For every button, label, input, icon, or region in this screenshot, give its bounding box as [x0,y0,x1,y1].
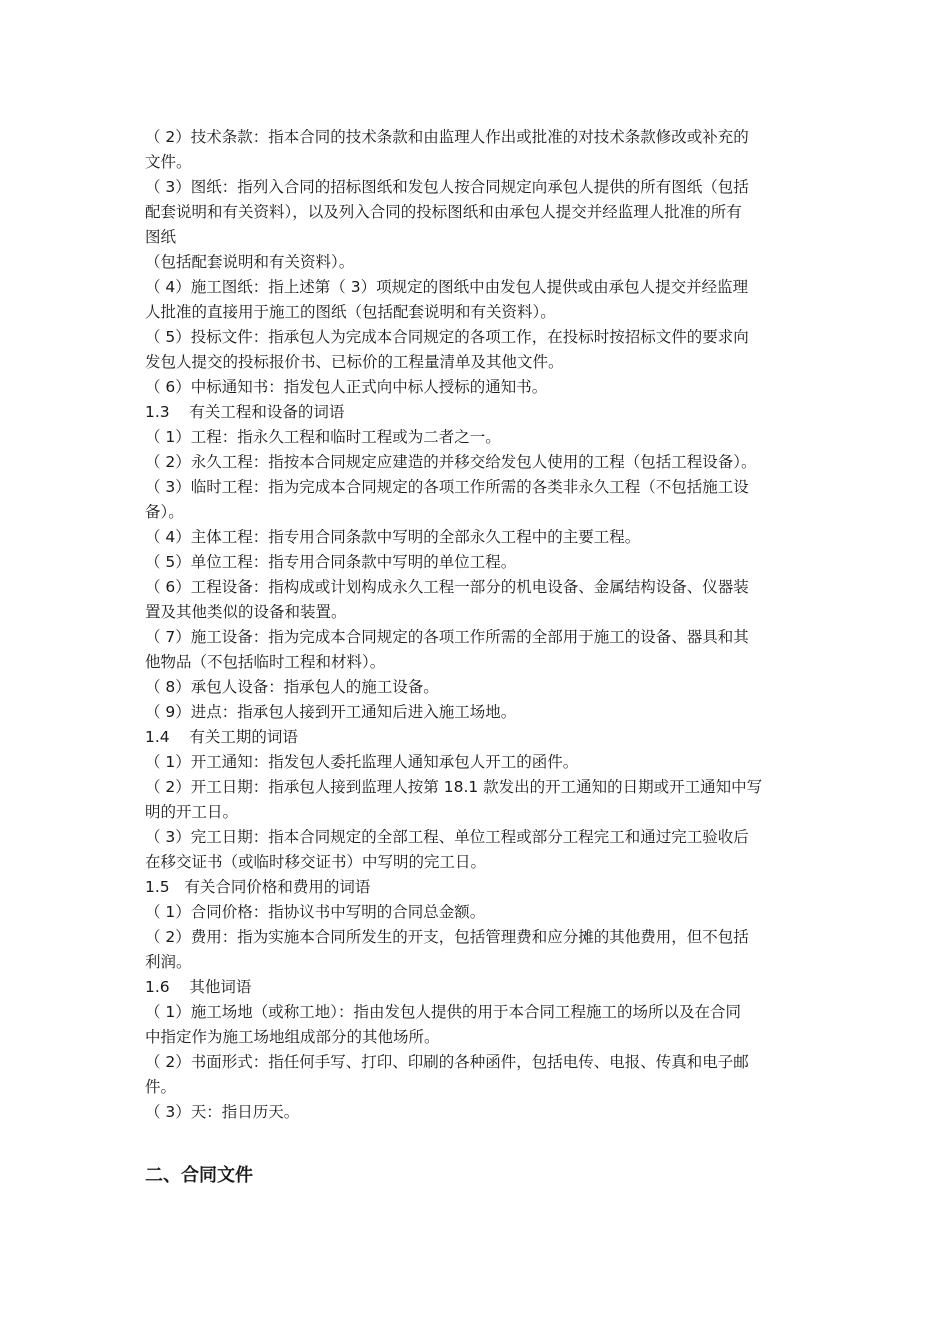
subsection-heading: 1.4 有关工期的词语 [145,728,298,746]
text-line: （ 4）施工图纸：指上述第（ 3）项规定的图纸中由发包人提供或由承包人提交并经监理 [145,278,749,296]
section-heading: 二、合同文件 [145,1165,253,1186]
text-line: （ 5）单位工程：指专用合同条款中写明的单位工程。 [145,553,517,571]
text-line: （ 1）施工场地（或称工地）：指由发包人提供的用于本合同工程施工的场所以及在合同 [145,1003,742,1021]
text-line: （ 2）永久工程：指按本合同规定应建造的并移交给发包人使用的工程（包括工程设备）。 [145,453,757,471]
text-line: 人批准的直接用于施工的图纸（包括配套说明和有关资料）。 [145,303,556,321]
text-line: 备）。 [145,503,184,521]
text-line: 图纸 [145,228,177,246]
text-line: 明的开工日。 [145,803,239,821]
text-line: （ 2）开工日期：指承包人接到监理人按第 18.1 款发出的开工通知的日期或开工通知中写 [145,778,763,796]
subsection-heading: 1.6 其他词语 [145,978,252,996]
text-line: （ 7）施工设备：指为完成本合同规定的各项工作所需的全部用于施工的设备、器具和其 [145,628,749,646]
text-line: （ 5）投标文件：指承包人为完成本合同规定的各项工作，在投标时按招标文件的要求向 [145,328,749,346]
text-line: （ 1）开工通知：指发包人委托监理人通知承包人开工的函件。 [145,753,579,771]
text-line: （ 3）图纸：指列入合同的招标图纸和发包人按合同规定向承包人提供的所有图纸（包括 [145,178,749,196]
text-line: （ 3）完工日期：指本合同规定的全部工程、单位工程或部分工程完工和通过完工验收后 [145,828,749,846]
subsection-heading: 1.5 有关合同价格和费用的词语 [145,878,371,896]
text-line: 发包人提交的投标报价书、已标价的工程量清单及其他文件。 [145,353,564,371]
text-line: （ 2）技术条款：指本合同的技术条款和由监理人作出或批准的对技术条款修改或补充的 [145,128,749,146]
text-line: 配套说明和有关资料），以及列入合同的投标图纸和由承包人提交并经监理人批准的所有 [145,203,742,221]
text-line: 置及其他类似的设备和装置。 [145,603,347,621]
text-line: （ 2）费用：指为实施本合同所发生的开支，包括管理费和应分摊的其他费用，但不包括 [145,928,749,946]
text-line: （ 8）承包人设备：指承包人的施工设备。 [145,678,439,696]
text-line: 文件。 [145,153,192,171]
text-line: （ 3）临时工程：指为完成本合同规定的各项工作所需的各类非永久工程（不包括施工设 [145,478,749,496]
text-line: 中指定作为施工场地组成部分的其他场所。 [145,1028,440,1046]
text-line: 利润。 [145,953,192,971]
text-line: （ 6）中标通知书：指发包人正式向中标人授标的通知书。 [145,378,548,396]
subsection-heading: 1.3 有关工程和设备的词语 [145,403,345,421]
text-line: （ 6）工程设备：指构成或计划构成永久工程一部分的机电设备、金属结构设备、仪器装 [145,578,749,596]
text-line: （ 4）主体工程：指专用合同条款中写明的全部永久工程中的主要工程。 [145,528,641,546]
text-line: （ 3）天：指日历天。 [145,1103,300,1121]
text-line: （ 1）合同价格：指协议书中写明的合同总金额。 [145,903,486,921]
text-line: 他物品（不包括临时工程和材料）。 [145,653,386,671]
text-line: （ 2）书面形式：指任何手写、打印、印刷的各种函件，包括电传、电报、传真和电子邮 [145,1053,749,1071]
text-line: 在移交证书（或临时移交证书）中写明的完工日。 [145,853,487,871]
document-body [145,125,815,1125]
text-line: （包括配套说明和有关资料）。 [145,253,355,271]
text-line: （ 1）工程：指永久工程和临时工程或为二者之一。 [145,428,501,446]
text-line: 件。 [145,1078,177,1096]
text-line: （ 9）进点：指承包人接到开工通知后进入施工场地。 [145,703,517,721]
